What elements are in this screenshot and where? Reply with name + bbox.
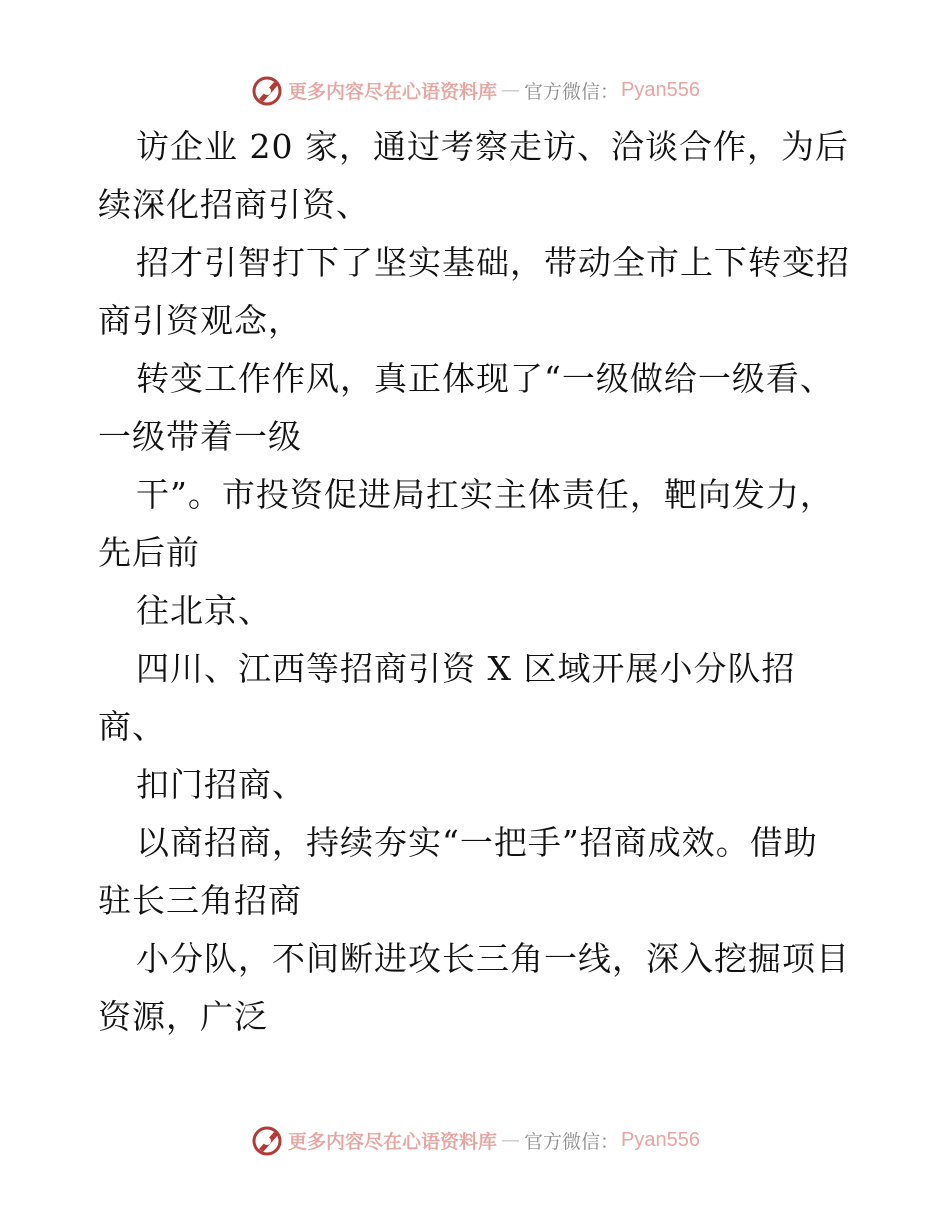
banner-brand-text: 更多内容尽在心语资料库 (288, 80, 498, 103)
paragraph-line: 续深化招商引资、 (98, 185, 370, 224)
paragraph-line: 资源，广泛 (98, 997, 268, 1036)
banner-official-label: 官方微信： (524, 80, 620, 103)
header-banner (0, 70, 950, 110)
paragraph-line: 干”。市投资促进局扛实主体责任，靶向发力， (136, 475, 834, 514)
paragraph-line: 转变工作作风，真正体现了“一级做给一级看、 (136, 359, 834, 398)
red-pen-circle-logo-icon (250, 1123, 284, 1157)
document-body (98, 118, 858, 1046)
paragraph-line: 扣门招商、 (136, 765, 306, 804)
banner-wechat-handle: Pyan556 (621, 1128, 700, 1151)
paragraph-line: 四川、江西等招商引资 X 区域开展小分队招 (136, 649, 796, 688)
banner-wechat-handle: Pyan556 (621, 78, 700, 101)
paragraph-line: 小分队，不间断进攻长三角一线，深入挖掘项目 (136, 939, 850, 978)
paragraph-line: 驻长三角招商 (98, 881, 302, 920)
paragraph-line: 访企业 20 家，通过考察走访、洽谈合作，为后 (136, 127, 849, 166)
paragraph-line: 一级带着一级 (98, 417, 302, 456)
red-pen-circle-logo-icon (250, 73, 284, 107)
paragraph-line: 以商招商，持续夯实“一把手”招商成效。借助 (136, 823, 818, 862)
banner-official-label: 官方微信： (524, 1130, 620, 1153)
footer-banner (0, 1120, 950, 1160)
paragraph-line: 商引资观念， (98, 301, 302, 340)
banner-separator: — (501, 1129, 521, 1151)
banner-brand-text: 更多内容尽在心语资料库 (288, 1130, 498, 1153)
paragraph-line: 往北京、 (136, 591, 272, 630)
paragraph-line: 商、 (98, 707, 166, 746)
banner-separator: — (501, 79, 521, 101)
paragraph-line: 招才引智打下了坚实基础，带动全市上下转变招 (136, 243, 850, 282)
paragraph-line: 先后前 (98, 533, 200, 572)
